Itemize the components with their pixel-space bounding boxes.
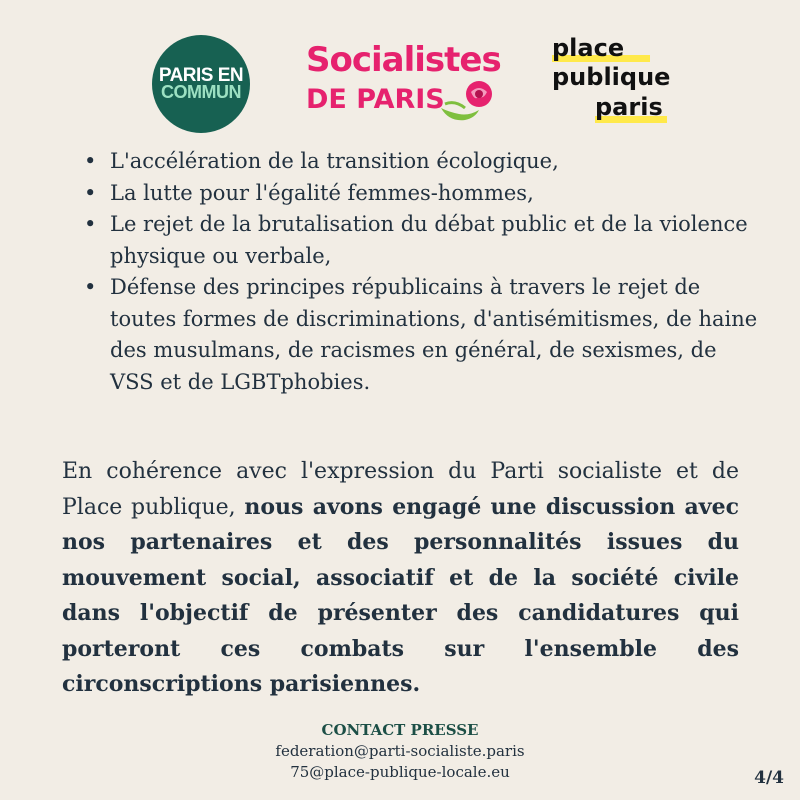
statement-intro: En cohérence avec l'expression du Parti socialiste et de Place publique, <box>62 459 739 520</box>
place-publique-paris-logo <box>548 34 678 130</box>
list-item <box>84 178 764 210</box>
bullet-icon: • <box>84 212 97 236</box>
ppp-logo-line3: paris <box>595 93 663 121</box>
page-indicator: 4/4 <box>754 768 784 788</box>
press-contact <box>0 720 800 783</box>
sdp-logo-line2: DE PARIS <box>306 84 445 115</box>
ppp-logo-line1: place <box>552 34 625 62</box>
statement-bold: nous avons engagé une discussion avec nos partenaires et des personnalités issues du mouvement social, associatif et de la société civile dans l'objectif de présenter des candidatures qui porteront ces combats sur l'ensemble des circonscriptions parisiennes. <box>62 493 739 697</box>
bullet-icon: • <box>84 149 97 173</box>
statement-paragraph <box>62 455 739 703</box>
bullet-icon: • <box>84 180 97 205</box>
pec-logo-word2: COMMUN <box>161 82 241 102</box>
list-item <box>84 209 764 272</box>
socialistes-de-paris-logo <box>300 40 500 130</box>
ppp-logo-line2: publique <box>552 63 671 91</box>
partner-logos <box>0 30 800 130</box>
contact-title: CONTACT PRESSE <box>321 721 479 739</box>
list-item-text: Défense des principes républicains à travers le rejet de toutes formes de discriminations, d'antisémitismes, de haine des musulmans, de racismes en général, de sexismes, de VSS et de LGBTphobies. <box>110 275 758 394</box>
bullet-icon: • <box>84 275 97 299</box>
paris-en-commun-logo <box>152 35 250 133</box>
list-item-text: La lutte pour l'égalité femmes-hommes, <box>110 180 534 205</box>
list-item-text: L'accélération de la transition écologique, <box>110 149 559 173</box>
list-item-text: Le rejet de la brutalisation du débat public et de la violence physique ou verbale, <box>110 212 748 268</box>
commitments-list <box>84 146 764 398</box>
list-item <box>84 146 764 178</box>
sdp-logo-line1: Socialistes <box>306 40 501 80</box>
contact-email-place-publique: 75@place-publique-locale.eu <box>290 763 510 781</box>
rose-icon <box>435 78 497 124</box>
contact-email-federation: federation@parti-socialiste.paris <box>275 742 525 760</box>
list-item <box>84 272 764 398</box>
pec-logo-word1: PARIS EN <box>158 65 244 86</box>
